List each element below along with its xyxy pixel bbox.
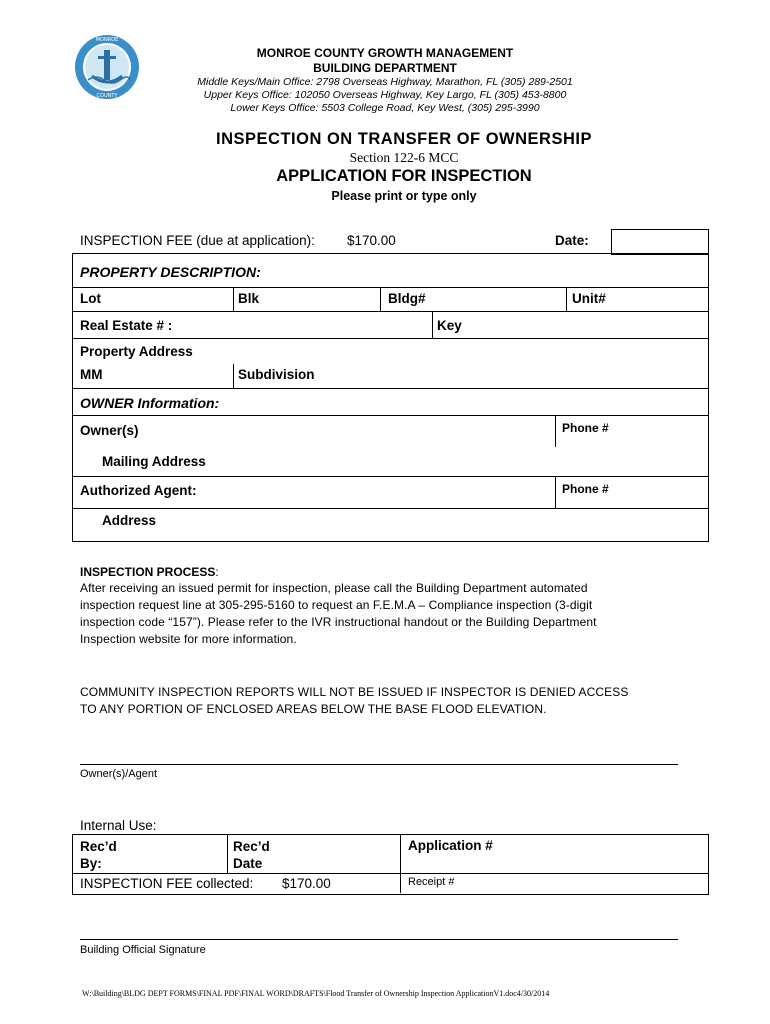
bldg-label: Bldg# bbox=[388, 291, 426, 306]
receipt-number-label: Receipt # bbox=[408, 876, 455, 888]
official-signature-line[interactable] bbox=[80, 939, 678, 940]
office-address-middle: Middle Keys/Main Office: 2798 Overseas Highway, Marathon, FL (305) 289-2501 bbox=[197, 76, 573, 88]
org-name: MONROE COUNTY GROWTH MANAGEMENT bbox=[256, 46, 514, 60]
unit-label: Unit# bbox=[572, 291, 606, 306]
date-label: Date: bbox=[555, 233, 589, 248]
fee-collected-amount: $170.00 bbox=[282, 876, 331, 891]
inspection-fee-label: INSPECTION FEE (due at application): bbox=[80, 233, 315, 248]
mailing-address-label: Mailing Address bbox=[102, 454, 206, 469]
owner-phone-label: Phone # bbox=[562, 421, 609, 435]
print-instruction: Please print or type only bbox=[331, 189, 477, 203]
property-address-label: Property Address bbox=[80, 344, 193, 359]
agent-address-label: Address bbox=[102, 513, 157, 528]
blk-label: Blk bbox=[238, 291, 260, 306]
dept-name: BUILDING DEPARTMENT bbox=[313, 61, 457, 75]
building-official-signature-label: Building Official Signature bbox=[80, 944, 206, 956]
agent-phone-label: Phone # bbox=[562, 482, 609, 496]
subdivision-label: Subdivision bbox=[238, 367, 315, 382]
form-subtitle: APPLICATION FOR INSPECTION bbox=[276, 167, 532, 185]
property-description-heading: PROPERTY DESCRIPTION: bbox=[80, 264, 261, 280]
inspection-fee-amount: $170.00 bbox=[347, 233, 396, 248]
fee-collected-label: INSPECTION FEE collected: bbox=[80, 876, 254, 891]
lot-label: Lot bbox=[80, 291, 101, 306]
svg-text:COUNTY: COUNTY bbox=[96, 93, 118, 99]
owners-label: Owner(s) bbox=[80, 423, 139, 438]
date-field[interactable] bbox=[611, 229, 709, 255]
owner-agent-label: Owner(s)/Agent bbox=[80, 768, 158, 780]
recd-by-label: Rec’d By: bbox=[80, 839, 117, 871]
section-reference: Section 122-6 MCC bbox=[349, 150, 459, 165]
svg-text:MONROE: MONROE bbox=[95, 37, 119, 43]
file-path-footer: W:\Building\BLDG DEPT FORMS\FINAL PDF\FINAL WORD\DRAFTS\Flood Transfer of Ownership Inspection ApplicationV1.doc4/30/2014 bbox=[82, 989, 550, 998]
office-address-lower: Lower Keys Office: 5503 College Road, Key West, (305) 295-3990 bbox=[230, 102, 540, 114]
real-estate-label: Real Estate # : bbox=[80, 318, 173, 333]
office-address-upper: Upper Keys Office: 102050 Overseas Highway, Key Largo, FL (305) 453-8800 bbox=[203, 89, 567, 101]
key-label: Key bbox=[437, 318, 462, 333]
form-title: INSPECTION ON TRANSFER OF OWNERSHIP bbox=[216, 130, 592, 148]
internal-use-label: Internal Use: bbox=[80, 818, 157, 833]
mm-label: MM bbox=[80, 367, 103, 382]
owner-information-heading: OWNER Information: bbox=[80, 395, 220, 411]
inspection-process-text: After receiving an issued permit for inspection, please call the Building Department automated inspection request line at 305-295-5160 to request an F.E.M.A – Compliance inspection (3-digit inspection code “157”). Please refer to the IVR instructional handout or the Building Department Inspection website for more information. bbox=[80, 581, 597, 646]
access-notice: COMMUNITY INSPECTION REPORTS WILL NOT BE ISSUED IF INSPECTOR IS DENIED ACCESS TO ANY PORTION OF ENCLOSED AREAS BELOW THE BASE FLOOD ELEVATION. bbox=[80, 685, 629, 716]
recd-date-label: Rec’d Date bbox=[233, 839, 270, 871]
application-number-label: Application # bbox=[408, 838, 493, 853]
owner-signature-line[interactable] bbox=[80, 764, 678, 765]
authorized-agent-label: Authorized Agent: bbox=[80, 483, 197, 498]
inspection-process-heading: INSPECTION PROCESS: bbox=[80, 565, 219, 579]
